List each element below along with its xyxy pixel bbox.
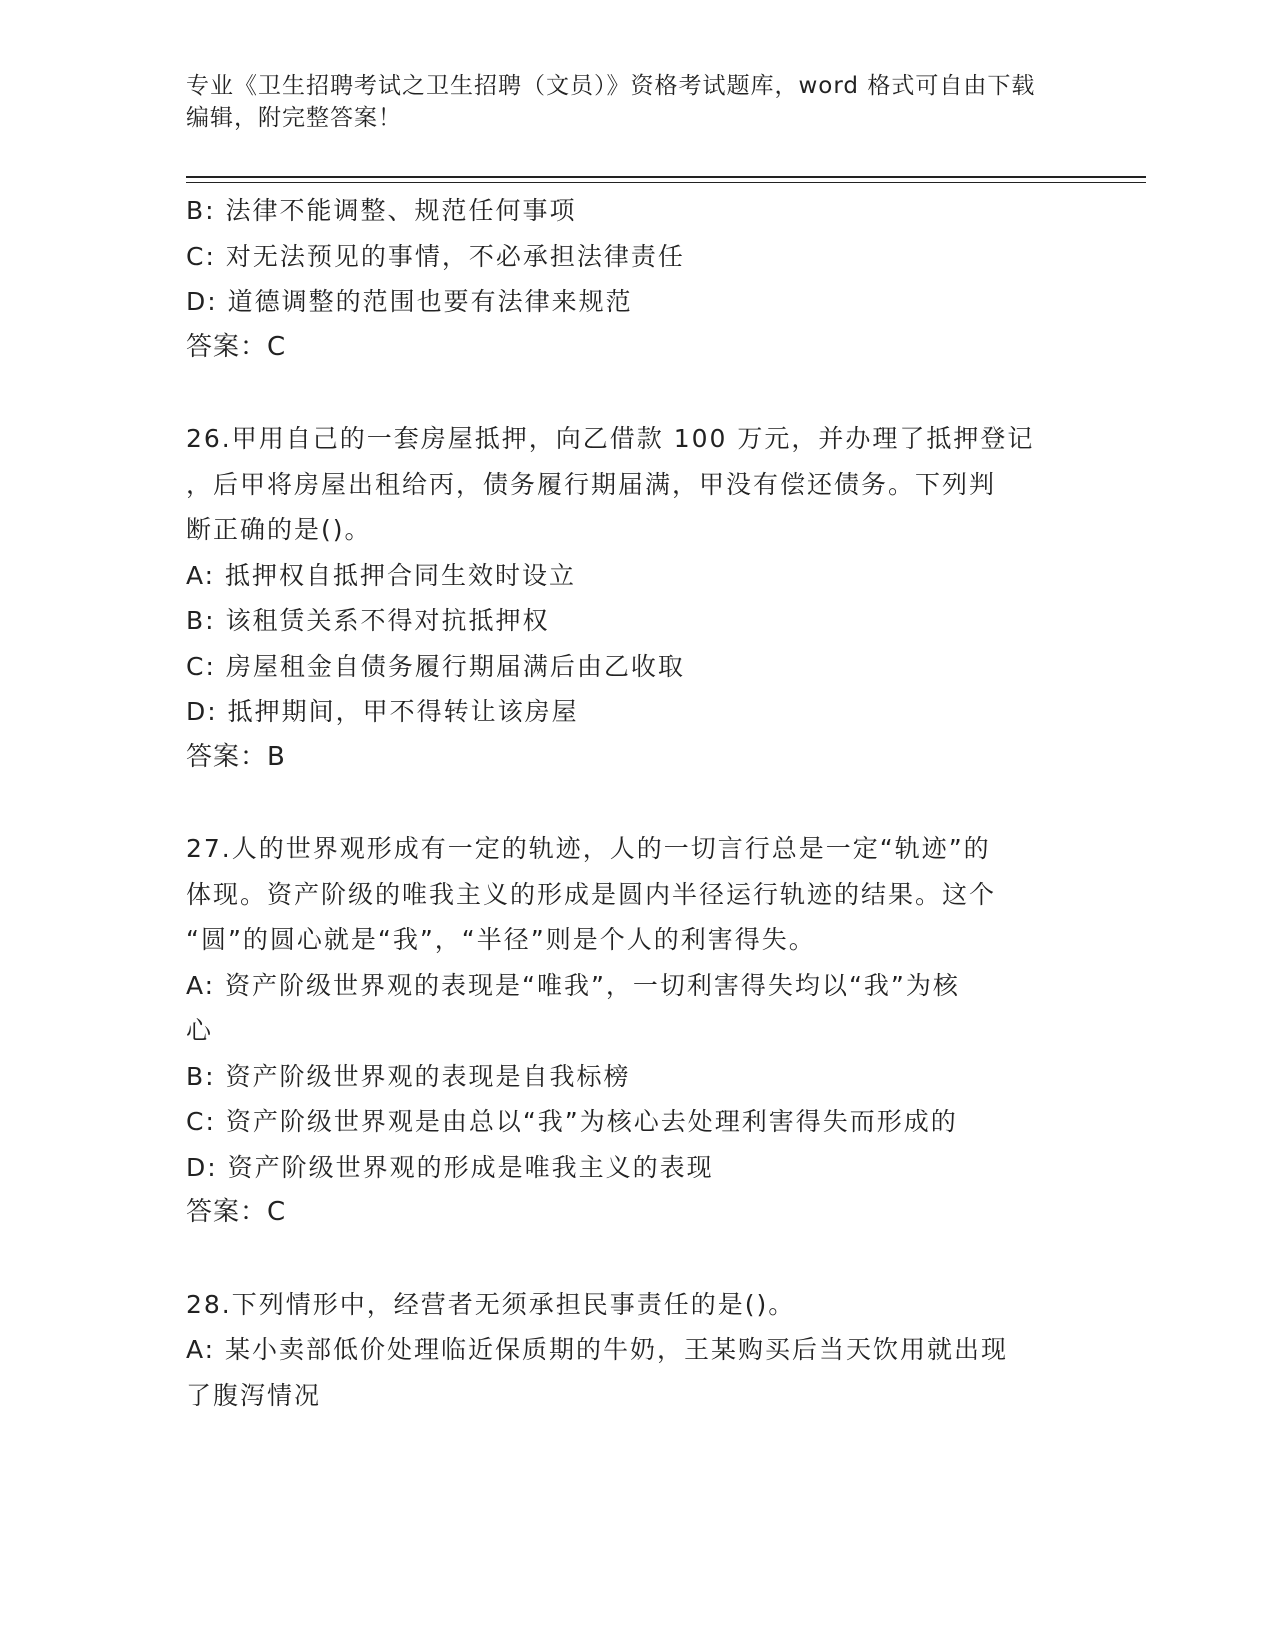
document-header — [186, 70, 1066, 134]
question-26 — [186, 416, 1066, 780]
header-line-2: 编辑，附完整答案！ — [186, 105, 402, 131]
header-divider-thick — [186, 176, 1146, 178]
question-25 — [186, 188, 1066, 370]
question-27-option-c: C: 资产阶级世界观是由总以“我”为核心去处理利害得失而形成的 — [186, 1107, 958, 1136]
question-27-option-b: B: 资产阶级世界观的表现是自我标榜 — [186, 1061, 631, 1091]
question-27-option-a-line-1: A: 资产阶级世界观的表现是“唯我”，一切利害得失均以“我”为核 — [186, 970, 960, 1000]
question-25-answer: 答案：C — [186, 331, 287, 362]
question-25-option-b: B: 法律不能调整、规范任何事项 — [186, 196, 577, 225]
question-27-answer: 答案：C — [186, 1197, 287, 1227]
spacer — [186, 780, 1066, 826]
question-28-option-a-line-2: 了腹泻情况 — [186, 1380, 322, 1410]
question-26-stem-line-2: ，后甲将房屋出租给丙，债务履行期届满，甲没有偿还债务。下列判 — [186, 469, 997, 499]
question-26-stem-line-1: 26.甲用自己的一套房屋抵押，向乙借款 100 万元，并办理了抵押登记 — [186, 424, 1035, 453]
question-27-stem-line-1: 27.人的世界观形成有一定的轨迹，人的一切言行总是一定“轨迹”的 — [186, 834, 991, 863]
header-line-1: 专业《卫生招聘考试之卫生招聘（文员）》资格考试题库，word 格式可自由下载 — [186, 73, 1036, 99]
question-26-option-c: C: 房屋租金自债务履行期届满后由乙收取 — [186, 651, 685, 681]
question-26-answer: 答案：B — [186, 741, 286, 772]
question-25-option-c: C: 对无法预见的事情，不必承担法律责任 — [186, 241, 685, 271]
question-26-option-b: B: 该租赁关系不得对抗抵押权 — [186, 606, 550, 635]
question-28-stem-line-1: 28.下列情形中，经营者无须承担民事责任的是()。 — [186, 1289, 796, 1319]
question-27-option-a-line-2: 心 — [186, 1016, 214, 1045]
question-28-option-a-line-1: A: 某小卖部低价处理临近保质期的牛奶，王某购买后当天饮用就出现 — [186, 1335, 1009, 1364]
header-divider-thin — [186, 182, 1146, 183]
question-25-option-d: D: 道德调整的范围也要有法律来规范 — [186, 287, 633, 316]
spacer — [186, 1236, 1066, 1282]
question-26-option-a: A: 抵押权自抵押合同生效时设立 — [186, 560, 577, 590]
question-28 — [186, 1282, 1066, 1419]
question-27 — [186, 826, 1066, 1236]
question-26-stem-line-3: 断正确的是()。 — [186, 515, 372, 544]
question-27-stem-line-2: 体现。资产阶级的唯我主义的形成是圆内半径运行轨迹的结果。这个 — [186, 879, 997, 909]
question-27-option-d: D: 资产阶级世界观的形成是唯我主义的表现 — [186, 1152, 714, 1182]
question-26-option-d: D: 抵押期间，甲不得转让该房屋 — [186, 697, 579, 726]
document-body — [186, 188, 1066, 1418]
spacer — [186, 370, 1066, 416]
question-27-stem-line-3: “圆”的圆心就是“我”，“半径”则是个人的利害得失。 — [186, 925, 816, 954]
